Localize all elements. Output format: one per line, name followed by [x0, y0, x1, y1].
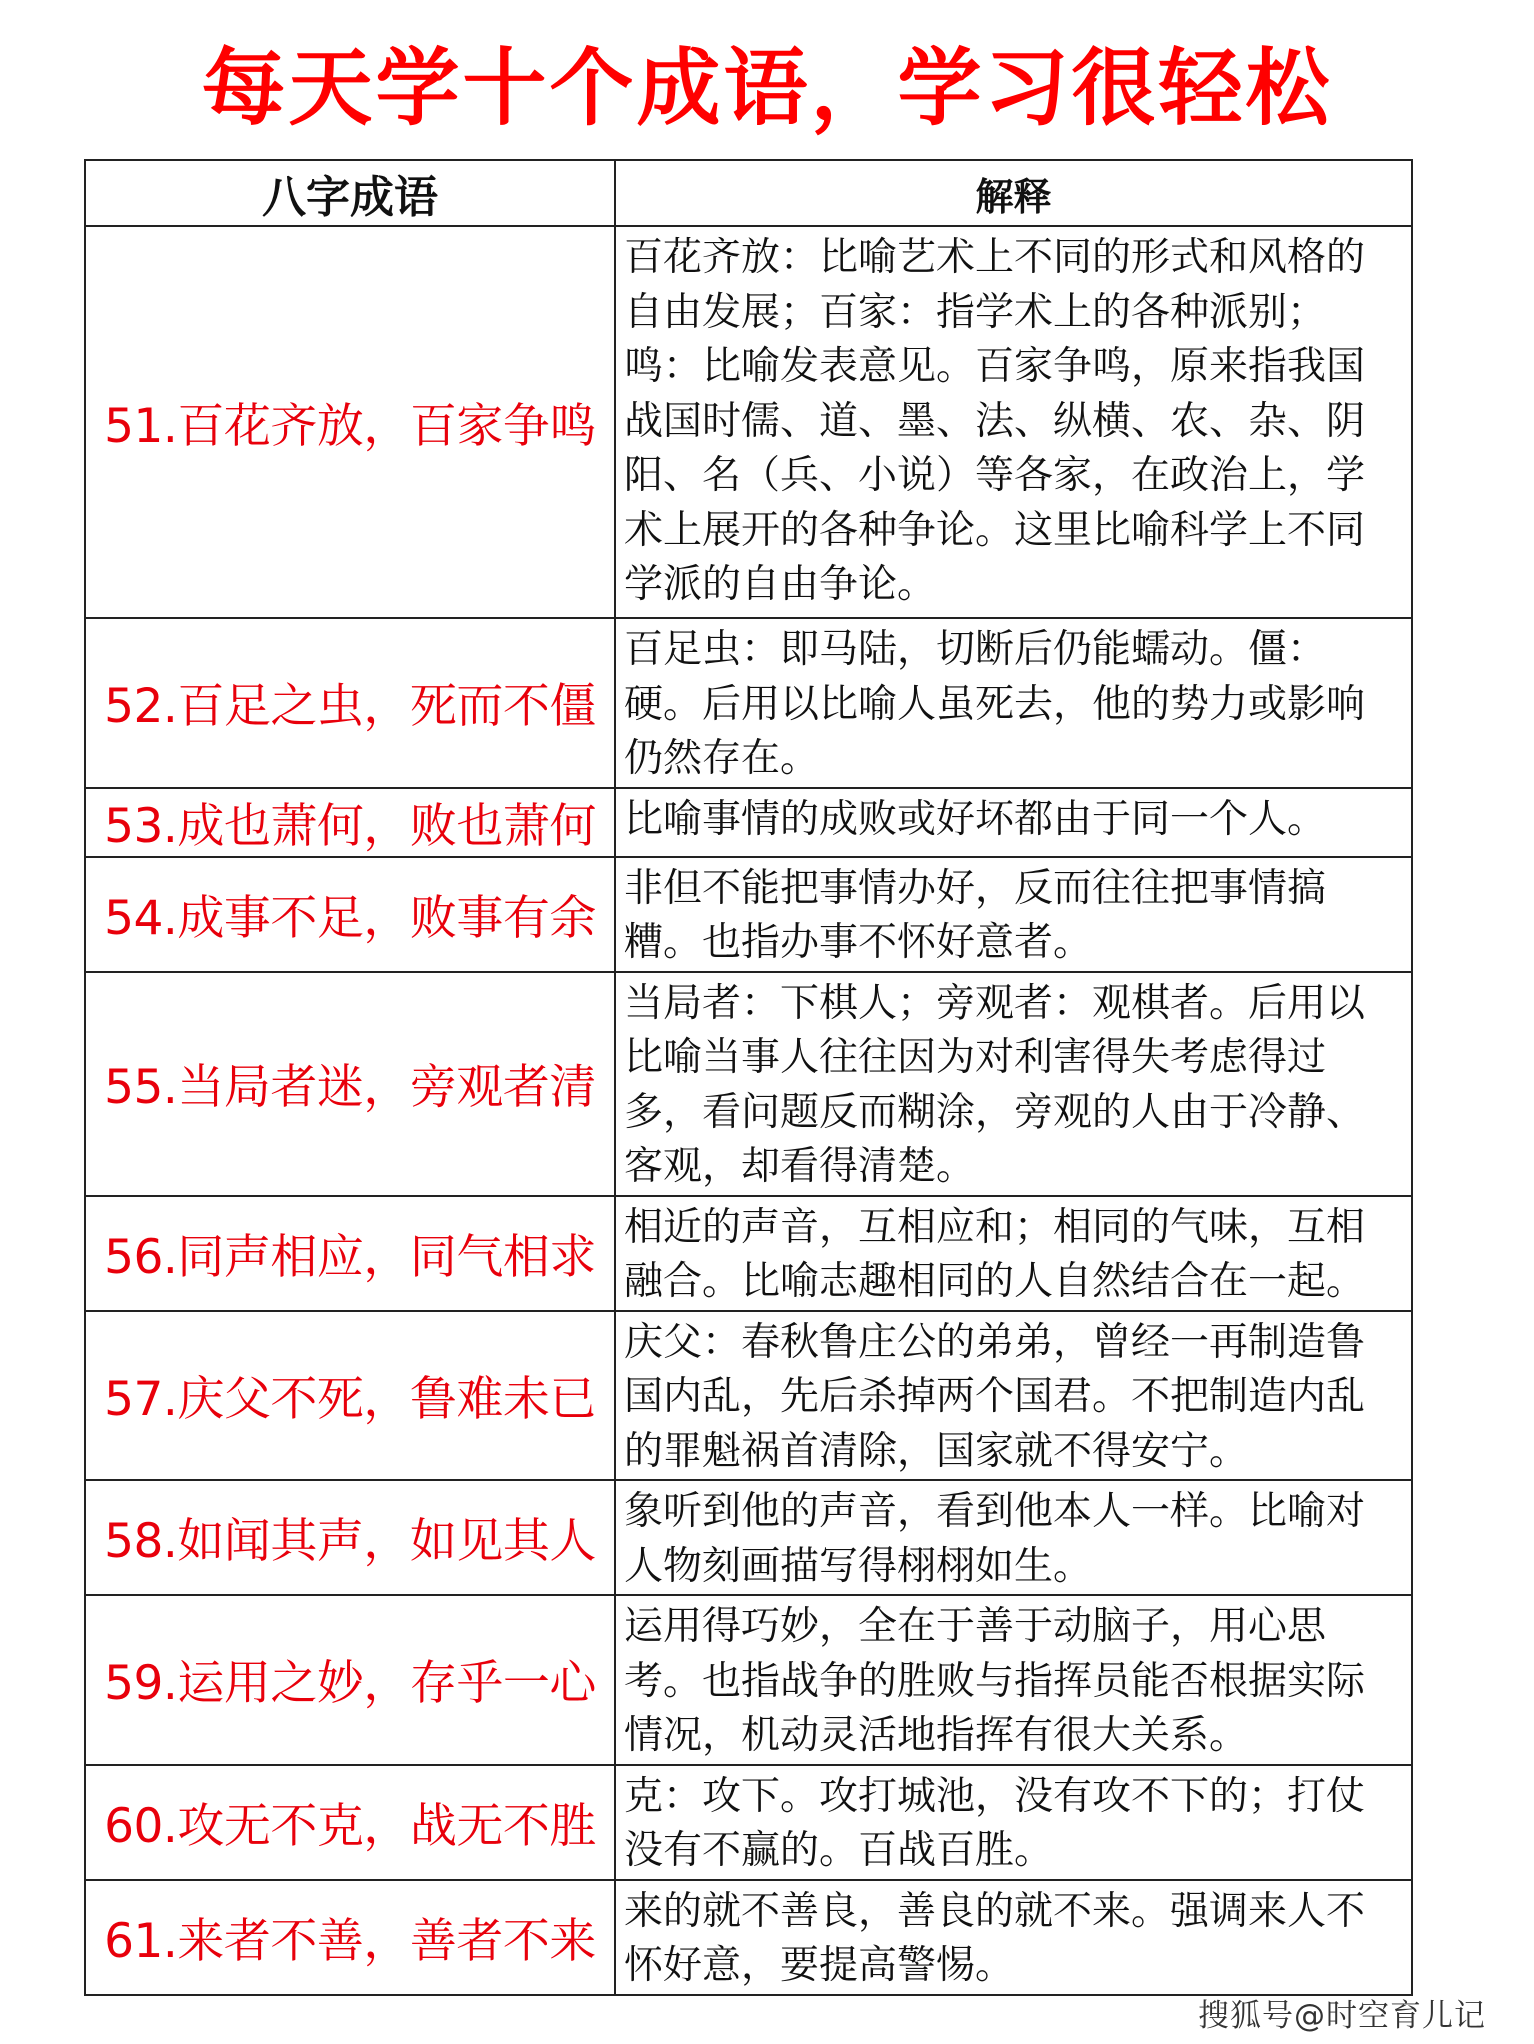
idiom-cell: 60.攻无不克，战无不胜: [85, 1765, 615, 1880]
table-row: [85, 1196, 1412, 1311]
table-row: [85, 788, 1412, 857]
idiom-cell: 53.成也萧何，败也萧何: [85, 788, 615, 857]
explanation-cell: 百足虫：即马陆，切断后仍能蠕动。僵：硬。后用以比喻人虽死去，他的势力或影响仍然存在。: [615, 618, 1412, 788]
idiom-cell: 54.成事不足，败事有余: [85, 857, 615, 972]
idiom-cell: 57.庆父不死，鲁难未已: [85, 1311, 615, 1481]
explanation-cell: 非但不能把事情办好，反而往往把事情搞糟。也指办事不怀好意者。: [615, 857, 1412, 972]
idiom-cell: 51.百花齐放，百家争鸣: [85, 226, 615, 618]
table-row: [85, 857, 1412, 972]
explanation-cell: 当局者：下棋人；旁观者：观棋者。后用以比喻当事人往往因为对利害得失考虑得过多，看问题反而糊涂，旁观的人由于冷静、客观，却看得清楚。: [615, 972, 1412, 1196]
header-explanation: 解释: [615, 160, 1412, 226]
idiom-cell: 56.同声相应，同气相求: [85, 1196, 615, 1311]
watermark: 搜狐号@时空育儿记: [1198, 1998, 1486, 2034]
table-row: [85, 1880, 1412, 1995]
explanation-cell: 来的就不善良，善良的就不来。强调来人不怀好意，要提高警惕。: [615, 1880, 1412, 1995]
explanation-cell: 百花齐放：比喻艺术上不同的形式和风格的自由发展；百家：指学术上的各种派别；鸣：比喻发表意见。百家争鸣，原来指我国战国时儒、道、墨、法、纵横、农、杂、阴阳、名（兵、小说）等各家，在政治上，学术上展开的各种争论。这里比喻科学上不同学派的自由争论。: [615, 226, 1412, 618]
page-title: 每天学十个成语，学习很轻松: [201, 39, 1333, 137]
table-row: [85, 972, 1412, 1196]
table-row: [85, 618, 1412, 788]
explanation-cell: 克：攻下。攻打城池，没有攻不下的；打仗没有不赢的。百战百胜。: [615, 1765, 1412, 1880]
table-row: [85, 1765, 1412, 1880]
table-row: [85, 1311, 1412, 1481]
idiom-cell: 55.当局者迷，旁观者清: [85, 972, 615, 1196]
idiom-table: [84, 159, 1413, 1996]
explanation-cell: 运用得巧妙，全在于善于动脑子，用心思考。也指战争的胜败与指挥员能否根据实际情况，机动灵活地指挥有很大关系。: [615, 1595, 1412, 1765]
header-idiom: 八字成语: [85, 160, 615, 226]
table-row: [85, 1595, 1412, 1765]
table-row: [85, 226, 1412, 618]
table-header-row: [85, 160, 1412, 226]
idiom-cell: 52.百足之虫，死而不僵: [85, 618, 615, 788]
idiom-cell: 59.运用之妙，存乎一心: [85, 1595, 615, 1765]
explanation-cell: 相近的声音，互相应和；相同的气味，互相融合。比喻志趣相同的人自然结合在一起。: [615, 1196, 1412, 1311]
explanation-cell: 比喻事情的成败或好坏都由于同一个人。: [615, 788, 1412, 857]
idiom-cell: 61.来者不善，善者不来: [85, 1880, 615, 1995]
explanation-cell: 象听到他的声音，看到他本人一样。比喻对人物刻画描写得栩栩如生。: [615, 1480, 1412, 1595]
table-row: [85, 1480, 1412, 1595]
explanation-cell: 庆父：春秋鲁庄公的弟弟，曾经一再制造鲁国内乱，先后杀掉两个国君。不把制造内乱的罪魁祸首清除，国家就不得安宁。: [615, 1311, 1412, 1481]
idiom-cell: 58.如闻其声，如见其人: [85, 1480, 615, 1595]
